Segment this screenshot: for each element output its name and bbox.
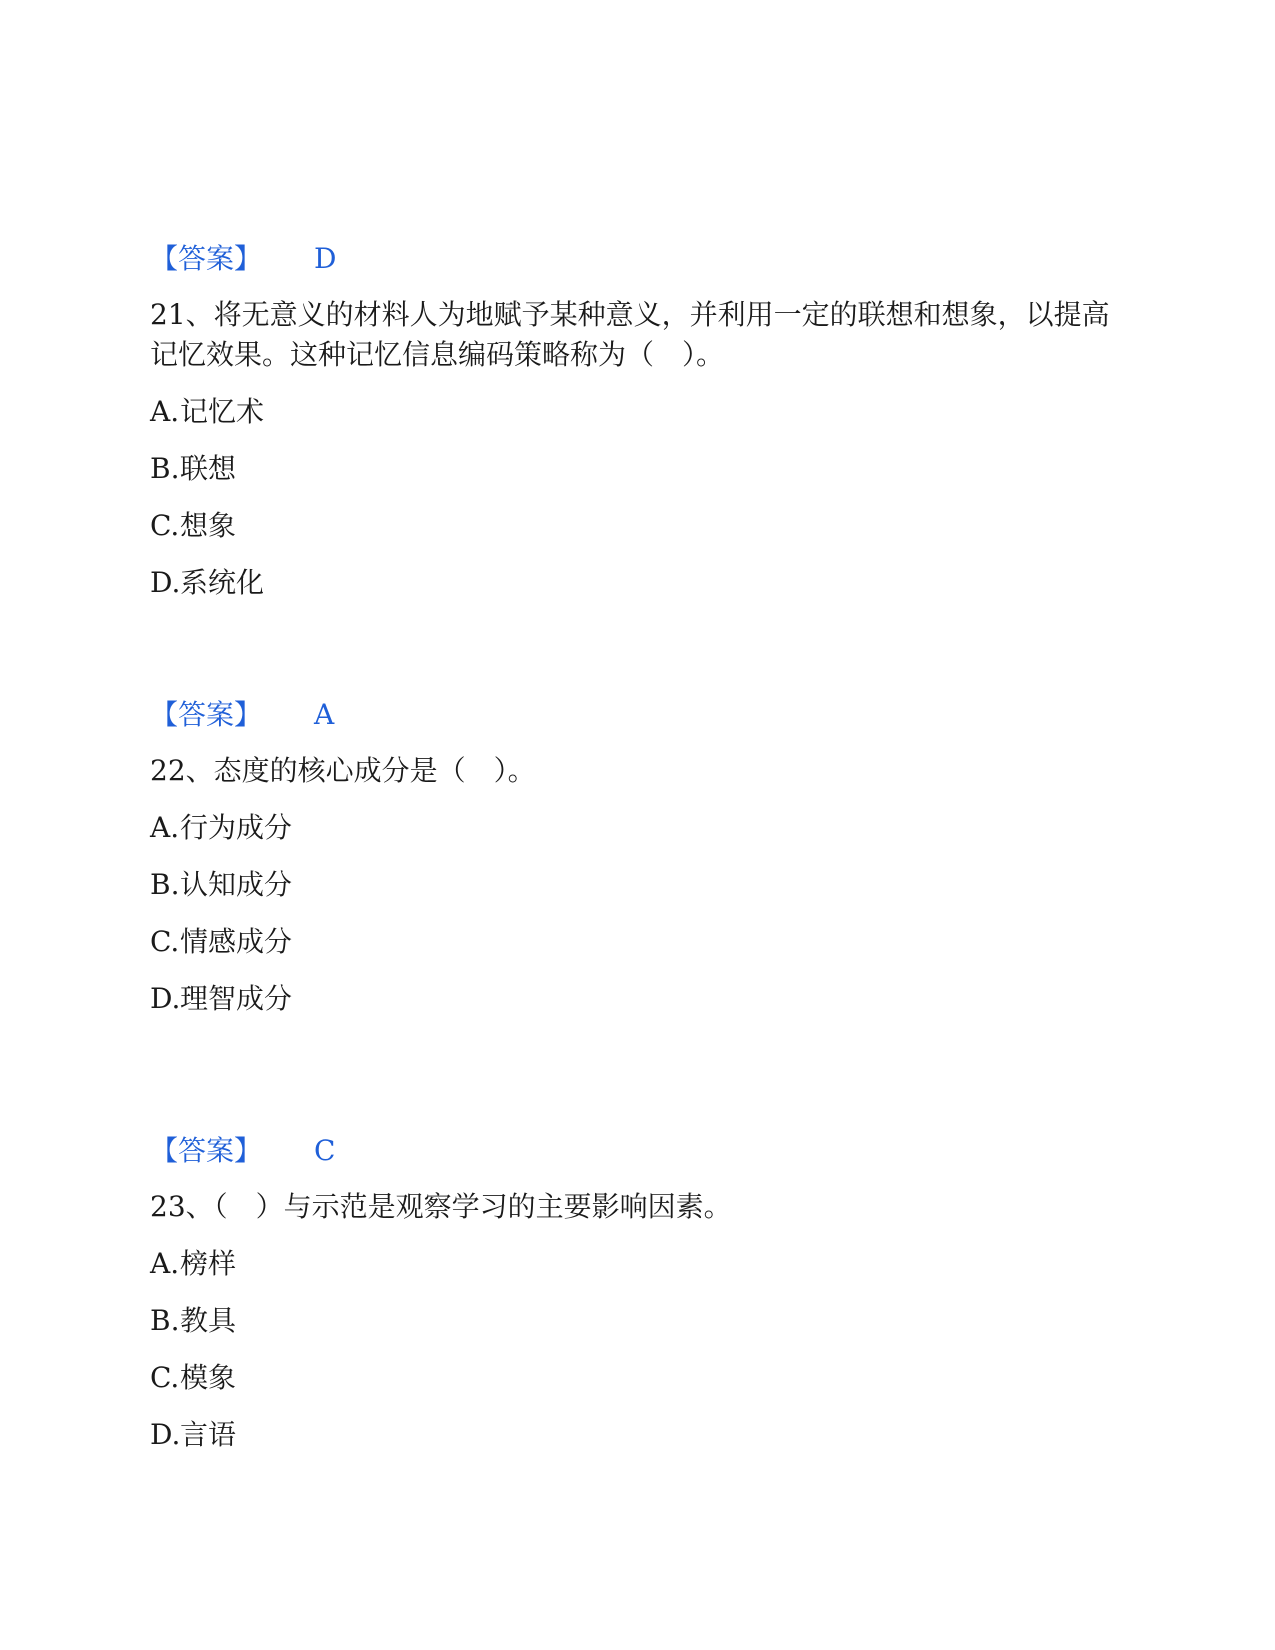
answer-line bbox=[150, 239, 1130, 279]
option-letter: C. bbox=[150, 925, 180, 958]
option-a bbox=[150, 808, 1130, 848]
option-b bbox=[150, 1301, 1130, 1341]
option-letter: A. bbox=[150, 811, 180, 844]
option-text: 想象 bbox=[180, 509, 237, 542]
answer-line bbox=[150, 695, 1130, 735]
option-c bbox=[150, 506, 1130, 546]
option-text: 情感成分 bbox=[180, 925, 293, 958]
answer-tag: 【答案】 bbox=[150, 242, 263, 275]
question-text: 22、态度的核心成分是（ ）。 bbox=[150, 754, 536, 787]
option-letter: B. bbox=[150, 868, 180, 901]
option-d bbox=[150, 979, 1130, 1019]
question-block-21 bbox=[150, 239, 1130, 603]
option-letter: A. bbox=[150, 395, 180, 428]
option-letter: C. bbox=[150, 509, 180, 542]
option-text: 记忆术 bbox=[180, 395, 265, 428]
option-text: 模象 bbox=[180, 1361, 237, 1394]
answer-line bbox=[150, 1131, 1130, 1171]
answer-value: D bbox=[314, 242, 337, 275]
option-b bbox=[150, 865, 1130, 905]
option-a bbox=[150, 1244, 1130, 1284]
option-text: 理智成分 bbox=[180, 982, 293, 1015]
option-letter: D. bbox=[150, 566, 181, 599]
option-text: 教具 bbox=[180, 1304, 237, 1337]
option-a bbox=[150, 392, 1130, 432]
option-letter: C. bbox=[150, 1361, 180, 1394]
option-text: 言语 bbox=[180, 1418, 237, 1451]
option-text: 行为成分 bbox=[180, 811, 293, 844]
option-text: 认知成分 bbox=[180, 868, 293, 901]
option-c bbox=[150, 922, 1130, 962]
option-text: 榜样 bbox=[180, 1247, 237, 1280]
option-text: 系统化 bbox=[180, 566, 265, 599]
question-text: 21、将无意义的材料人为地赋予某种意义，并利用一定的联想和想象，以提高记忆效果。这种记忆信息编码策略称为（ ）。 bbox=[150, 298, 1110, 371]
answer-value: A bbox=[314, 698, 335, 731]
option-letter: A. bbox=[150, 1247, 180, 1280]
option-letter: D. bbox=[150, 982, 181, 1015]
question-block-22 bbox=[150, 695, 1130, 1019]
option-letter: B. bbox=[150, 1304, 180, 1337]
answer-value: C bbox=[314, 1134, 336, 1167]
answer-tag: 【答案】 bbox=[150, 1134, 263, 1167]
option-text: 联想 bbox=[180, 452, 237, 485]
option-c bbox=[150, 1358, 1130, 1398]
option-letter: D. bbox=[150, 1418, 181, 1451]
option-d bbox=[150, 1415, 1130, 1455]
option-b bbox=[150, 449, 1130, 489]
answer-tag: 【答案】 bbox=[150, 698, 263, 731]
question-text: 23、（ ）与示范是观察学习的主要影响因素。 bbox=[150, 1190, 732, 1223]
question-block-23 bbox=[150, 1131, 1130, 1455]
option-letter: B. bbox=[150, 452, 180, 485]
option-d bbox=[150, 563, 1130, 603]
